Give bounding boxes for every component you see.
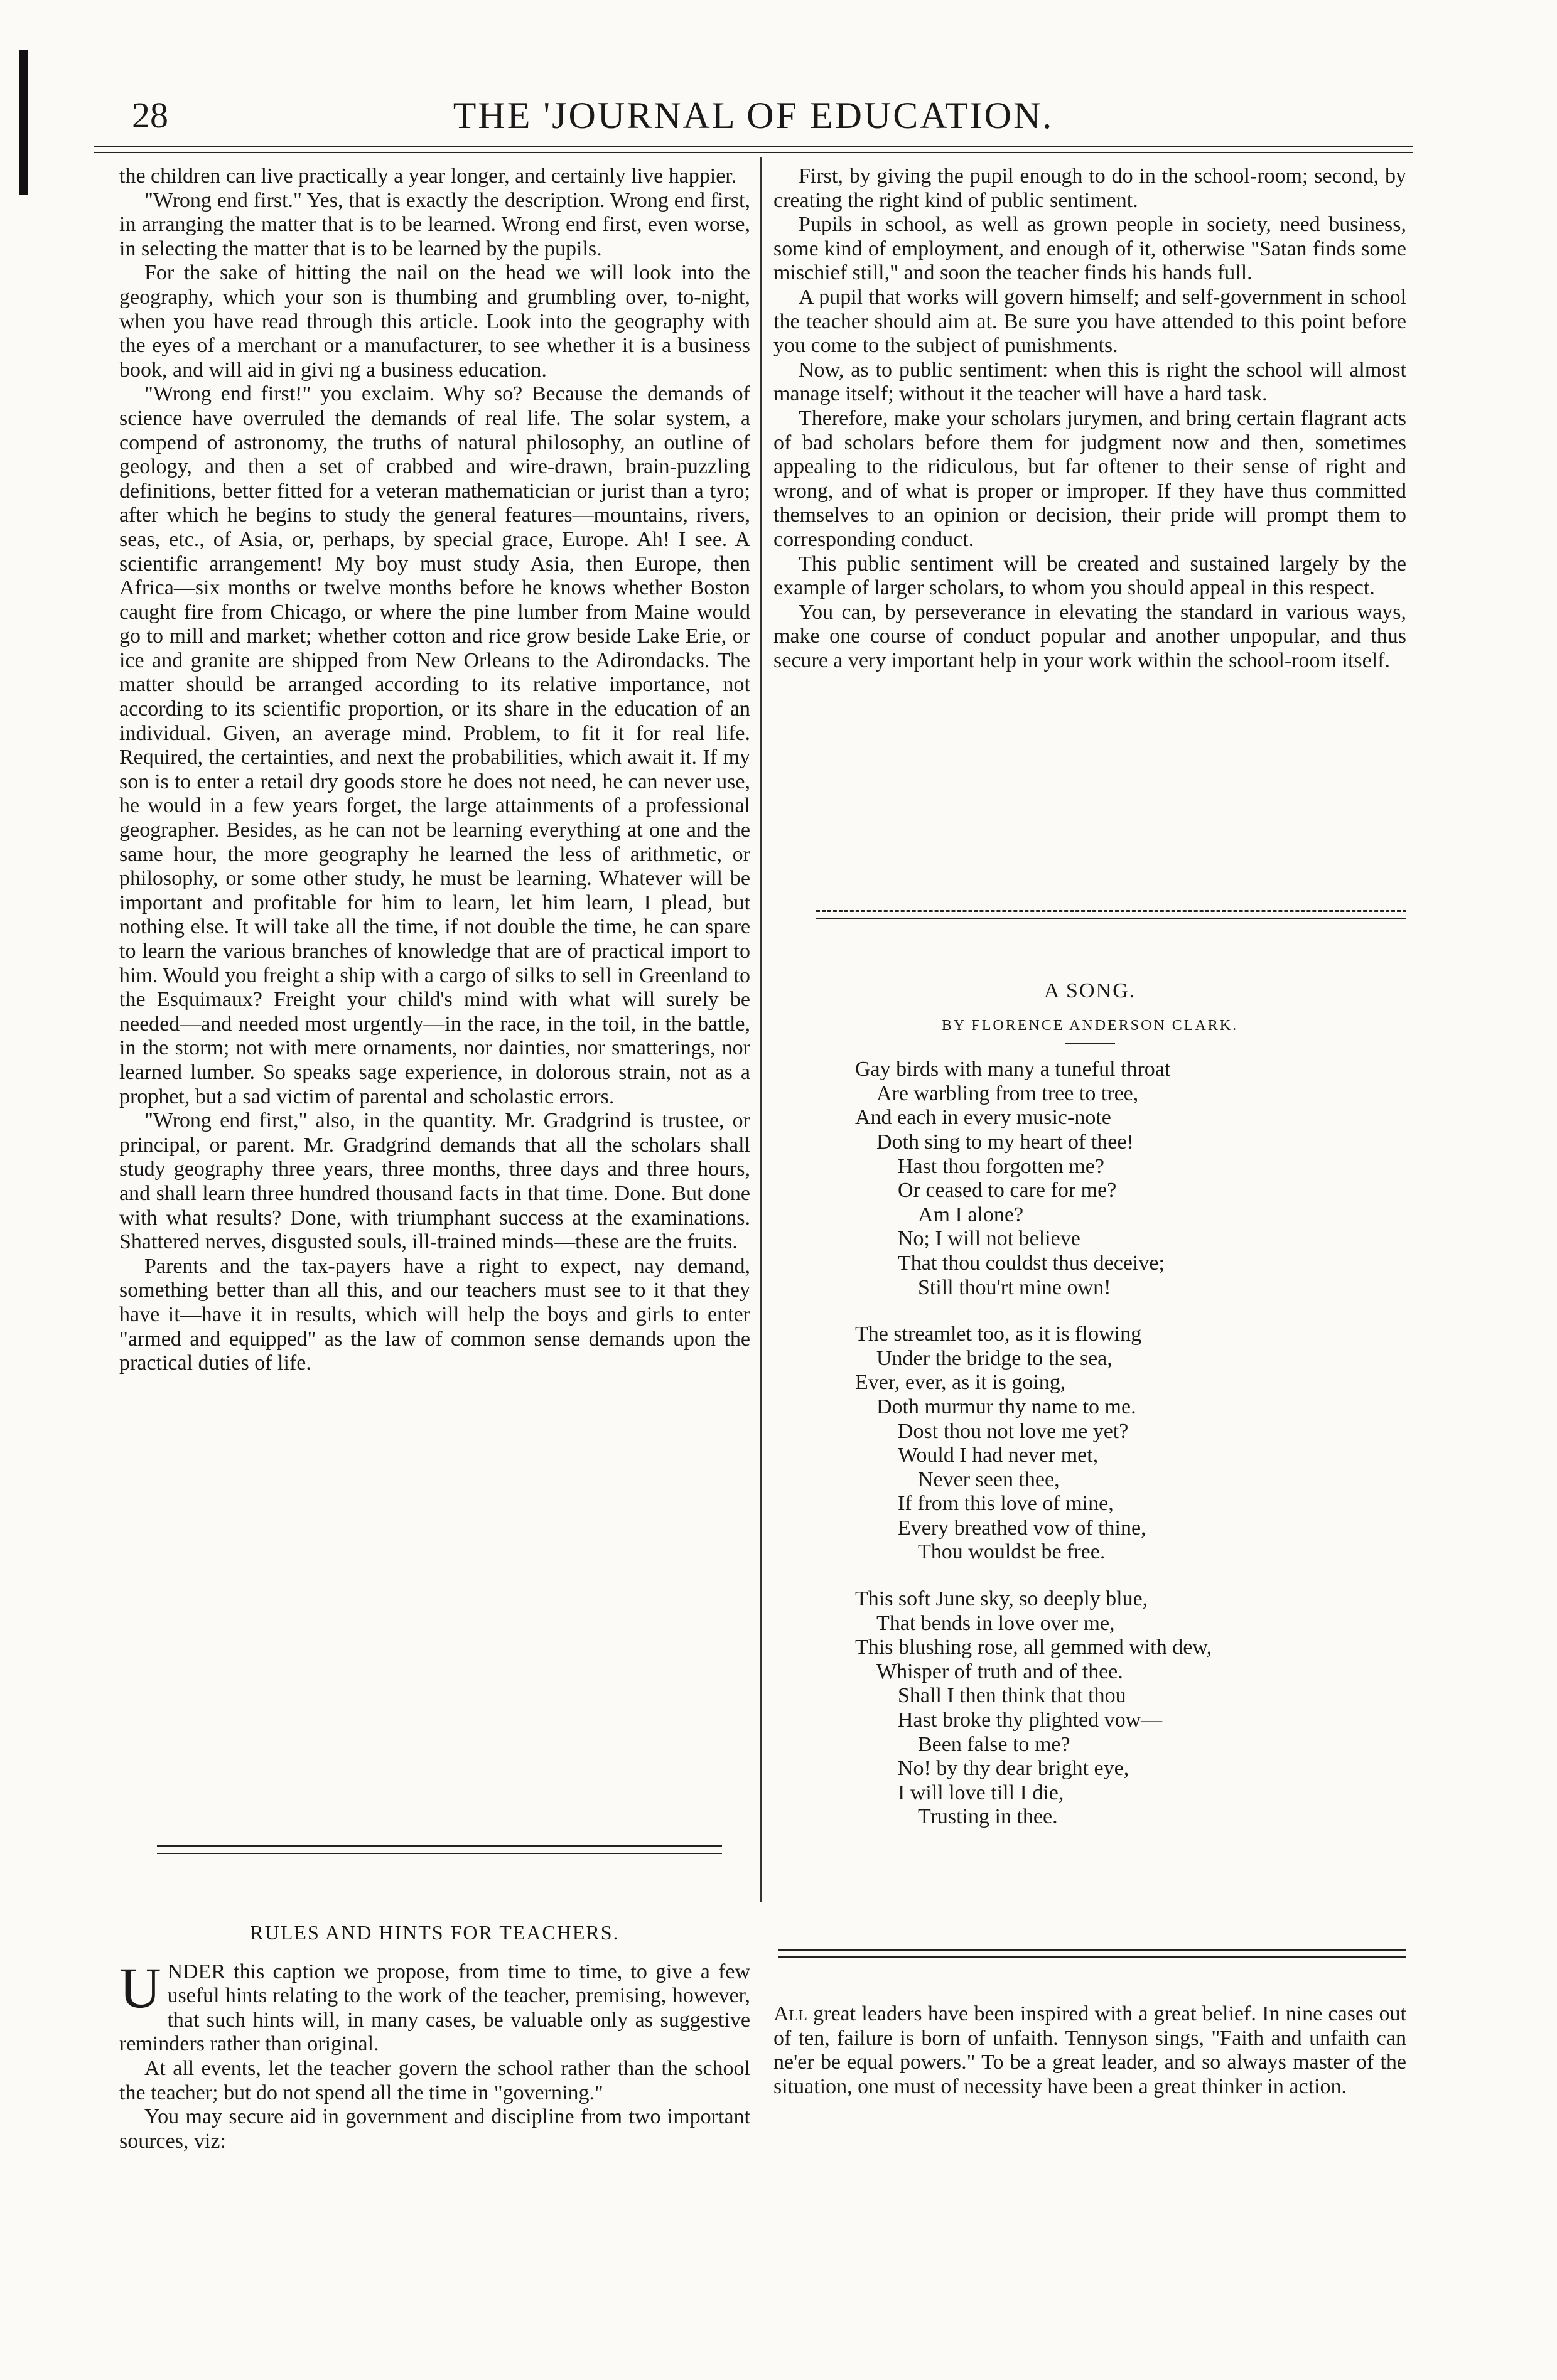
section-separator (816, 910, 1406, 919)
rules-first-paragraph-text: NDER this caption we propose, from time to time, to give a few useful hints relating to the work of the teacher, premising, however, that such hints will, in many cases, be valuable only as suggestive reminders rather than original. (119, 1959, 750, 2056)
article-paragraph: "Wrong end first," also, in the quantity. Mr. Gradgrind is trustee, or principal, or parent. Mr. Gradgrind demands that all the scholars shall study geography three years, three months, three days and three hours, and shall learn three hundred thousand facts in that time. Done. But done with what results? Done, with triumphant success at the examinations. Shattered nerves, disgusted souls, ill-trained minds—these are the fruits. (119, 1109, 750, 1254)
verse-line: Been false to me? (918, 1732, 1070, 1756)
verse-line: The streamlet too, as it is flowing (855, 1322, 1142, 1346)
closing-paragraph (773, 2002, 1406, 2099)
verse-line: Dost thou not love me yet? (898, 1419, 1129, 1443)
section-separator (778, 1949, 1406, 1958)
article-paragraph: For the sake of hitting the nail on the head we will look into the geography, which your son is thumbing and grumbling over, to-night, when you have read through this article. Look into the geography with the eyes of a merchant or a manufacturer, to see whether it is a business book, and will aid in givi ng a business education. (119, 261, 750, 382)
closing-note (773, 2002, 1406, 2099)
verse-line: That bends in love over me, (876, 1611, 1115, 1635)
verse-line: Gay birds with many a tuneful throat (855, 1058, 1171, 1081)
song-stanza (855, 1587, 1406, 1830)
section-separator (157, 1845, 722, 1854)
verse-line: Whisper of truth and of thee. (876, 1659, 1123, 1683)
verse-line: Or ceased to care for me? (898, 1179, 1117, 1203)
verse-line: Every breathed vow of thine, (898, 1516, 1146, 1540)
song-stanza (855, 1322, 1406, 1565)
closing-lead-word: All (773, 2002, 807, 2025)
article-paragraph: Parents and the tax-payers have a right to expect, nay demand, something better than all this, and our teachers must see to it that they have it—have it in results, which will help the boys and girls to enter "armed and equipped" as the law of common sense demands upon the practical duties of life. (119, 1254, 750, 1375)
rules-paragraph: First, by giving the pupil enough to do in the school-room; second, by creating the right kind of public sentiment. (773, 164, 1406, 212)
verse-line: Never seen thee, (918, 1467, 1060, 1491)
verse-line: If from this love of mine, (898, 1492, 1114, 1516)
article-paragraph: the children can live practically a year longer, and certainly live happier. (119, 164, 737, 188)
byline-rule (1065, 1043, 1115, 1044)
rules-paragraph: Now, as to public sentiment: when this is right the school will almost manage itself; without it the teacher will have a hard task. (773, 358, 1406, 406)
page-number: 28 (132, 95, 168, 136)
verse-line: Ever, ever, as it is going, (855, 1371, 1066, 1395)
rules-paragraph: At all events, let the teacher govern the school rather than the school the teacher; but do not spend all the time in "governing." (119, 2056, 750, 2104)
rules-paragraph: You may secure aid in government and discipline from two important sources, viz: (119, 2105, 750, 2153)
verse-line: Thou wouldst be free. (918, 1540, 1106, 1564)
verse-line: This blushing rose, all gemmed with dew, (855, 1636, 1212, 1659)
rules-paragraph: A pupil that works will govern himself; and self-government in school the teacher should aim at. Be sure you have attended to this point before you come to the subject of punishments. (773, 285, 1406, 358)
song-byline: BY FLORENCE ANDERSON CLARK. (941, 1017, 1239, 1034)
verse-line: Shall I then think that thou (898, 1684, 1126, 1708)
rules-first-paragraph (119, 1955, 750, 2057)
rules-paragraph: Therefore, make your scholars jurymen, and bring certain flagrant acts of bad scholars before them for judgment now and then, sometimes appealing to the ridiculous, but far oftener to their sense of right and wrong, and of what is proper or improper. If they have thus committed themselves to an opinion or decision, their pride will prompt them to corresponding conduct. (773, 406, 1406, 551)
verse-line: Trusting in thee. (918, 1805, 1058, 1829)
column-divider (760, 157, 762, 1902)
song-title: A SONG. (1043, 979, 1136, 1002)
rules-paragraph: You can, by perseverance in elevating the standard in various ways, make one course of conduct popular and another unpopular, and thus secure a very important help in your work within the school-room itself. (773, 600, 1406, 672)
article-paragraph: "Wrong end first." Yes, that is exactly the description. Wrong end first, in arranging the matter that is to be learned. Wrong end first, even worse, in selecting the matter that is to be learned by the pupils. (119, 188, 750, 260)
verse-line: Hast thou forgotten me? (898, 1154, 1104, 1178)
verse-line: Would I had never met, (898, 1444, 1099, 1467)
drop-cap: U (119, 1955, 161, 2020)
article-paragraph: "Wrong end first!" you exclaim. Why so? Because the demands of science have overruled the demands of real life. The solar system, a compend of astronomy, the truths of natural philosophy, an outline of geology, and then a set of crabbed and wire-drawn, brain-puzzling definitions, better fitted for a veteran mathematician or jurist than a tyro; after which he begins to study the general features—mountains, rivers, seas, etc., of Asia, or, perhaps, by special grace, Europe. Ah! I see. A scientific arrangement! My boy must study Asia, then Europe, then Africa—six months or twelve months before he knows whether Boston caught fire from Chicago, or where the pine lumber from Maine would go to mill and market; whether cotton and rice grow beside Lake Erie, or ice and granite are shipped from New Orleans to the Adirondacks. The matter should be arranged according to its relative importance, not according to its scientific proportion, or its share in the education of an individual. Given, an average mind. Problem, to fit it for real life. Required, the certainties, and next the probabilities, which await it. If my son is to enter a retail dry goods store he does not need, he can never use, he would in a few years forget, the large attainments of a professional geographer. Besides, as he can not be learning everything at one and the same hour, the more geography he learned the less of arithmetic, or philosophy, or some other study, he must be learning. Whatever will be important and profitable for him to learn, let him learn, I plead, but nothing else. It will take all the time, if not double the time, he can spare to learn the various branches of knowledge that are of practical import to him. Would you freight a ship with a cargo of silks to sell in Greenland to the Esquimaux? Freight your child's mind with what will surely be needed—and needed most urgently—in the race, in the toil, in the battle, in the storm; not with mere ornaments, nor dainties, nor smatterings, nor learned lumber. So speaks sage experience, in dolorous strain, not as a prophet, but a sad victim of parental and scholastic errors. (119, 382, 750, 1108)
page-header (94, 94, 1413, 144)
closing-text: great leaders have been inspired with a great belief. In nine cases out of ten, failure is born of unfaith. Tennyson sings, "Faith and unfaith can ne'er be equal powers." To be a great leader, and so always master of the situation, one must of necessity have been a great thinker in action. (773, 2002, 1406, 2098)
verse-line: No! by thy dear bright eye, (898, 1757, 1129, 1781)
rules-paragraph: Pupils in school, as well as grown people in society, need business, some kind of employment, and enough of it, otherwise "Satan finds some mischief still," and soon the teacher finds his hands full. (773, 213, 1406, 285)
verse-line: That thou couldst thus deceive; (898, 1251, 1165, 1275)
rules-section (119, 1921, 750, 2153)
verse-line: Doth sing to my heart of thee! (876, 1130, 1134, 1154)
scan-edge-mark (19, 50, 28, 195)
song-poem (773, 979, 1406, 1852)
verse-line: No; I will not believe (898, 1227, 1080, 1251)
verse-line: Hast broke thy plighted vow— (898, 1708, 1163, 1732)
verse-line: Still thou'rt mine own! (918, 1275, 1111, 1299)
header-rule (94, 146, 1413, 153)
rules-paragraph: This public sentiment will be created and sustained largely by the example of larger scholars, to whom you should appeal in this respect. (773, 552, 1406, 600)
song-stanza (855, 1058, 1406, 1300)
verse-line: Are warbling from tree to tree, (876, 1081, 1139, 1105)
left-column-article (119, 164, 750, 1376)
verse-line: Am I alone? (918, 1203, 1024, 1226)
verse-line: I will love till I die, (898, 1781, 1064, 1804)
verse-line: And each in every music-note (855, 1106, 1111, 1130)
verse-line: Doth murmur thy name to me. (876, 1395, 1136, 1418)
right-column-rules-continued (773, 164, 1406, 673)
journal-title: THE 'JOURNAL OF EDUCATION. (453, 95, 1054, 136)
section-heading: RULES AND HINTS FOR TEACHERS. (250, 1921, 620, 1944)
verse-line: Under the bridge to the sea, (876, 1346, 1113, 1370)
verse-line: This soft June sky, so deeply blue, (855, 1587, 1148, 1611)
